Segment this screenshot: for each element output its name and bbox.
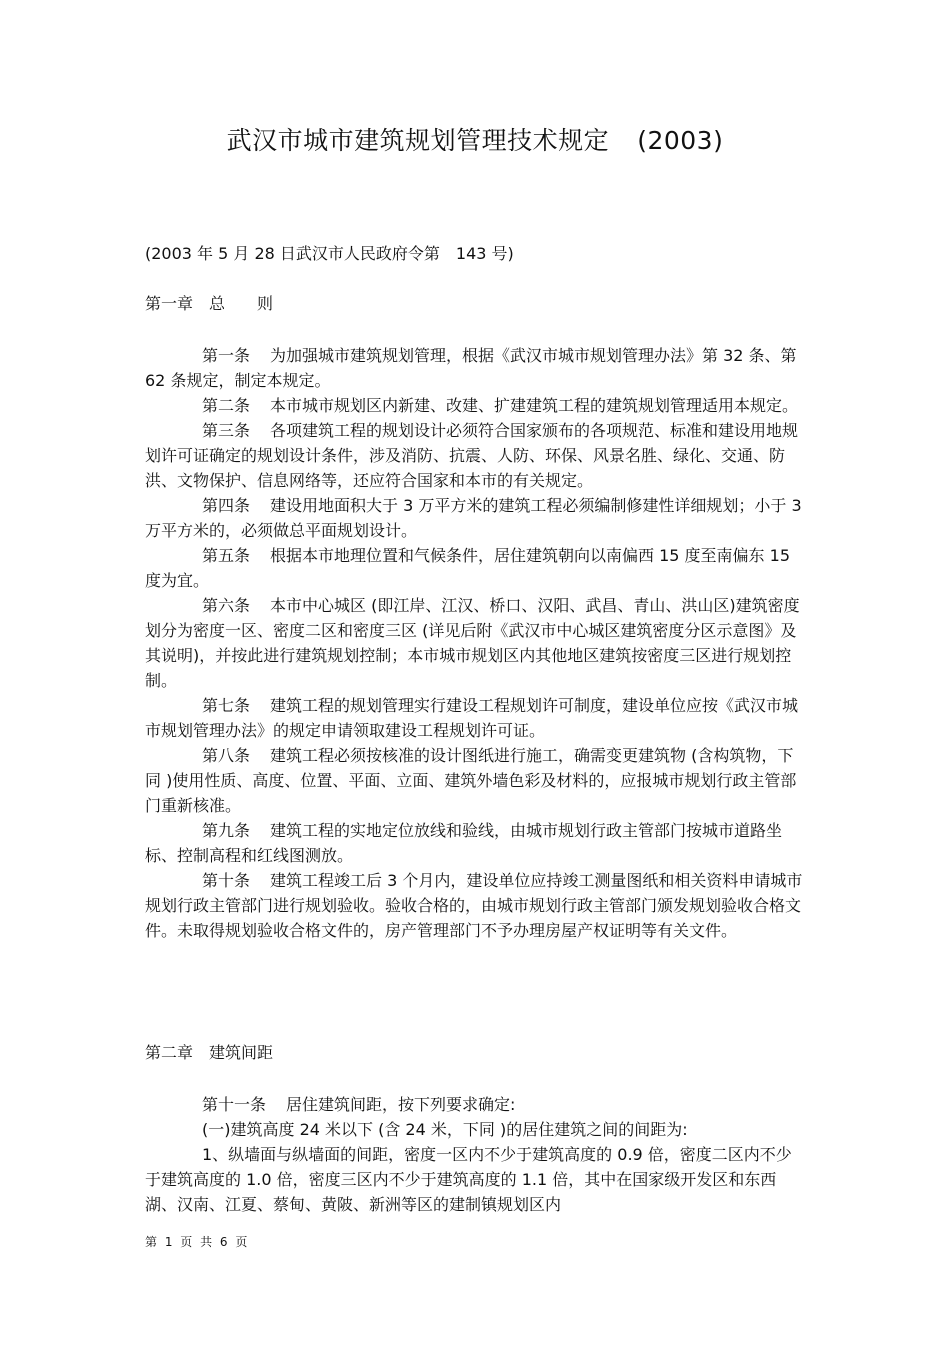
- article-text: 建筑工程的规划管理实行建设工程规划许可制度，建设单位应按《武汉市城市规划管理办法》的规定申请领取建设工程规划许可证。: [145, 696, 799, 740]
- article-number: 第三条: [202, 421, 251, 440]
- article-number: 第十一条: [202, 1095, 267, 1114]
- article-number: 第七条: [202, 696, 251, 715]
- chapter-1-name: 总 则: [209, 294, 274, 313]
- article-text: 根据本市地理位置和气候条件，居住建筑朝向以南偏西 15 度至南偏东 15 度为宜。: [145, 546, 790, 590]
- article-number: 第二条: [202, 396, 251, 415]
- article-text: 为加强城市建筑规划管理，根据《武汉市城市规划管理办法》第 32 条、第 62 条规定，制定本规定。: [145, 346, 797, 390]
- article-paragraph: [145, 393, 807, 418]
- article-paragraph: [145, 693, 807, 743]
- article-text: 本市中心城区 (即江岸、江汉、桥口、汉阳、武昌、青山、洪山区)建筑密度划分为密度一区、密度二区和密度三区 (详见后附《武汉市中心城区建筑密度分区示意图》及其说明)，并按此进行建筑规划控制；本市城市规划区内其他地区建筑按密度三区进行规划控制。: [145, 596, 800, 690]
- article-text: 本市城市规划区内新建、改建、扩建建筑工程的建筑规划管理适用本规定。: [270, 396, 799, 415]
- article-paragraph: [145, 493, 807, 543]
- chapter-1-articles: [145, 343, 807, 943]
- article-number: 第六条: [202, 596, 251, 615]
- article-text: (一)建筑高度 24 米以下 (含 24 米，下同 )的居住建筑之间的间距为:: [202, 1120, 688, 1139]
- article-paragraph: [145, 418, 807, 493]
- article-text: 建筑工程必须按核准的设计图纸进行施工，确需变更建筑物 (含构筑物，下同 )使用性质、高度、位置、平面、立面、建筑外墙色彩及材料的，应报城市规划行政主管部门重新核准。: [145, 746, 797, 815]
- article-number: 第九条: [202, 821, 251, 840]
- article-paragraph: [145, 743, 807, 818]
- article-number: 第一条: [202, 346, 251, 365]
- chapter-2-heading: [145, 1041, 273, 1065]
- article-paragraph: [145, 1117, 807, 1142]
- article-text: 居住建筑间距，按下列要求确定:: [286, 1095, 516, 1114]
- chapter-1-label: 第一章: [145, 294, 194, 313]
- article-number: 第十条: [202, 871, 251, 890]
- article-number: 第四条: [202, 496, 251, 515]
- article-paragraph: [145, 593, 807, 693]
- decree-line: (2003 年 5 月 28 日武汉市人民政府令第 143 号): [145, 244, 514, 263]
- title-text: 武汉市城市建筑规划管理技术规定: [226, 126, 610, 155]
- title-year: (2003): [637, 126, 724, 155]
- chapter-2-name: 建筑间距: [209, 1043, 274, 1062]
- page-footer: 第 1 页 共 6 页: [145, 1235, 250, 1249]
- article-paragraph: [145, 343, 807, 393]
- article-text: 1、纵墙面与纵墙面的间距，密度一区内不少于建筑高度的 0.9 倍，密度二区内不少于建筑高度的 1.0 倍，密度三区内不少于建筑高度的 1.1 倍，其中在国家级开发区和东西湖、汉南、江夏、蔡甸、黄陂、新洲等区的建制镇规划区内: [145, 1145, 792, 1214]
- article-text: 建筑工程的实地定位放线和验线，由城市规划行政主管部门按城市道路坐标、控制高程和红线图测放。: [145, 821, 783, 865]
- article-paragraph: [145, 868, 807, 943]
- article-text: 建设用地面积大于 3 万平方米的建筑工程必须编制修建性详细规划；小于 3 万平方米的，必须做总平面规划设计。: [145, 496, 802, 540]
- article-paragraph: [145, 543, 807, 593]
- document-title: [0, 123, 950, 159]
- article-paragraph: [145, 1142, 807, 1217]
- chapter-2-articles: [145, 1092, 807, 1217]
- article-number: 第五条: [202, 546, 251, 565]
- article-text: 各项建筑工程的规划设计必须符合国家颁布的各项规范、标准和建设用地规划许可证确定的规划设计条件，涉及消防、抗震、人防、环保、风景名胜、绿化、交通、防洪、文物保护、信息网络等，还应符合国家和本市的有关规定。: [145, 421, 799, 490]
- article-text: 建筑工程竣工后 3 个月内，建设单位应持竣工测量图纸和相关资料申请城市规划行政主管部门进行规划验收。验收合格的，由城市规划行政主管部门颁发规划验收合格文件。未取得规划验收合格文件的，房产管理部门不予办理房屋产权证明等有关文件。: [145, 871, 803, 940]
- article-paragraph: [145, 1092, 807, 1117]
- chapter-1-heading: [145, 292, 273, 316]
- chapter-2-label: 第二章: [145, 1043, 194, 1062]
- article-paragraph: [145, 818, 807, 868]
- article-number: 第八条: [202, 746, 251, 765]
